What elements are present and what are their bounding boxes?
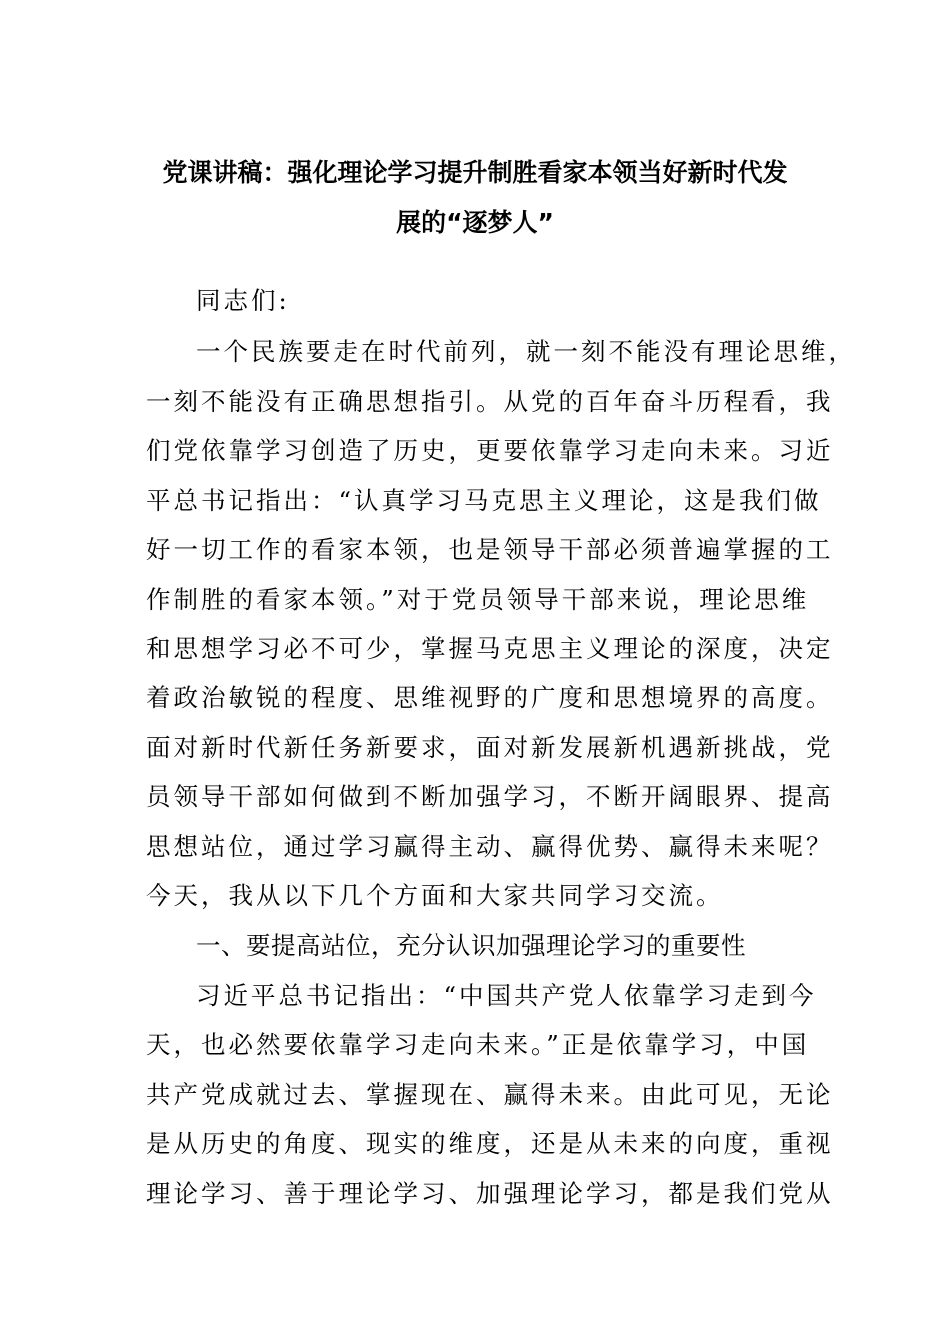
intro-line: 着政治敏锐的程度、思维视野的广度和思想境界的高度。 xyxy=(146,683,834,712)
intro-line: 和思想学习必不可少，掌握马克思主义理论的深度，决定 xyxy=(146,634,834,663)
intro-line: 一刻不能没有正确思想指引。从党的百年奋斗历程看，我 xyxy=(146,387,834,416)
intro-line: 一个民族要走在时代前列，就一刻不能没有理论思维， xyxy=(196,337,856,366)
document-title-line-2: 展的“逐梦人” xyxy=(396,208,554,237)
intro-line: 员领导干部如何做到不断加强学习，不断开阔眼界、提高 xyxy=(146,782,834,811)
intro-line: 今天，我从以下几个方面和大家共同学习交流。 xyxy=(146,881,724,910)
section-line: 共产党成就过去、掌握现在、赢得未来。由此可见，无论 xyxy=(146,1080,834,1109)
section-line: 天，也必然要依靠学习走向未来。”正是依靠学习，中国 xyxy=(146,1030,810,1059)
intro-line: 平总书记指出：“认真学习马克思主义理论，这是我们做 xyxy=(146,486,822,515)
section-line: 习近平总书记指出：“中国共产党人依靠学习走到今 xyxy=(196,981,817,1010)
section-line: 理论学习、善于理论学习、加强理论学习，都是我们党从 xyxy=(146,1179,834,1208)
section-heading: 一、要提高站位，充分认识加强理论学习的重要性 xyxy=(196,931,746,960)
intro-line: 面对新时代新任务新要求，面对新发展新机遇新挑战，党 xyxy=(146,733,834,762)
section-line: 是从历史的角度、现实的维度，还是从未来的向度，重视 xyxy=(146,1129,834,1158)
intro-line: 思想站位，通过学习赢得主动、赢得优势、赢得未来呢？ xyxy=(146,832,834,861)
intro-line: 好一切工作的看家本领，也是领导干部必须普遍掌握的工 xyxy=(146,535,834,564)
greeting: 同志们: xyxy=(196,286,290,315)
document-title-line-1: 党课讲稿：强化理论学习提升制胜看家本领当好新时代发 xyxy=(162,158,788,187)
intro-line: 们党依靠学习创造了历史，更要依靠学习走向未来。习近 xyxy=(146,436,834,465)
intro-line: 作制胜的看家本领。”对于党员领导干部来说，理论思维 xyxy=(146,585,810,614)
